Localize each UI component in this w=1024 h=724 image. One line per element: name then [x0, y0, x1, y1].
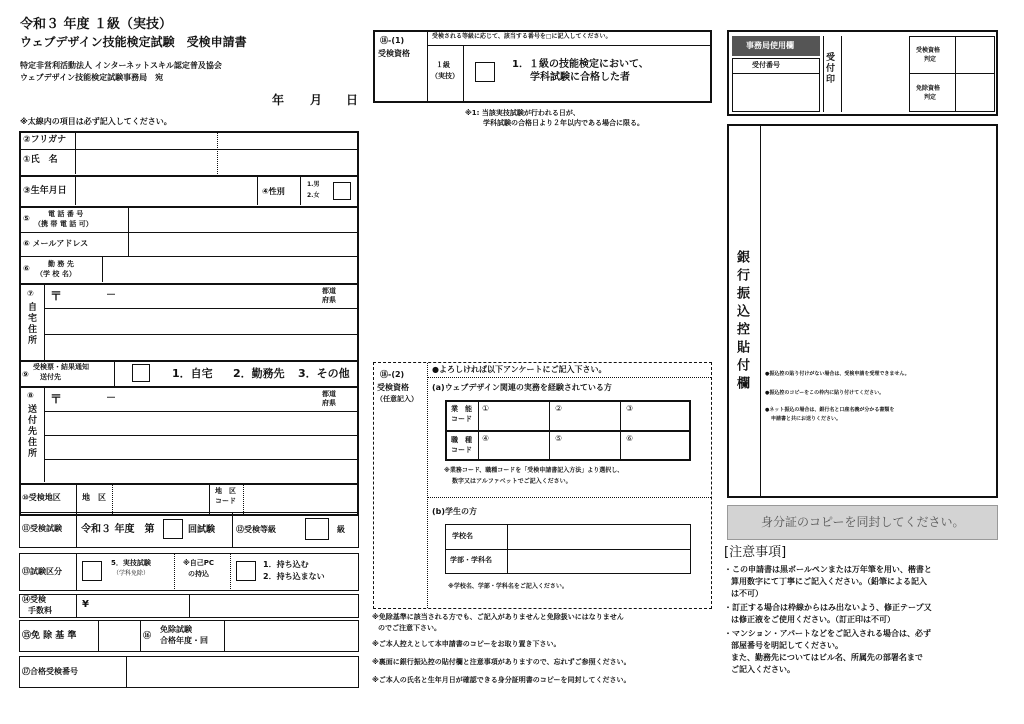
home-num: ⑦: [27, 289, 34, 298]
send-address-line3[interactable]: [45, 436, 358, 458]
office-title: 事務局使用欄: [746, 41, 794, 50]
send-address-label: 送付先住所: [26, 404, 36, 459]
section-a-title: (a)ウェブデザイン関連の実務を経験されている方: [432, 383, 612, 392]
qualification-checkbox[interactable]: [475, 62, 495, 82]
job-code-1[interactable]: ①: [482, 404, 490, 413]
note-exempt-2: のでご注意下さい。: [378, 624, 441, 632]
workplace-num: ⑥: [23, 264, 30, 273]
division-label: ⑬試験区分: [22, 567, 62, 576]
pc-option-bring: 1．持ち込む: [263, 560, 309, 569]
pass-number-label: ⑰合格受検番号: [22, 667, 78, 676]
send-postal-dash: －: [106, 393, 116, 404]
send-pref-1: 都道: [322, 390, 336, 398]
furigana-label: ②フリガナ: [23, 135, 67, 145]
email-label: ⑥ メールアドレス: [23, 239, 89, 248]
region-label: ⑩受検地区: [22, 493, 61, 502]
home-address-line3[interactable]: [45, 335, 358, 359]
division-option-1-sub: （学科免除）: [113, 570, 150, 577]
phone-sublabel: （携 帯 電 話 可）: [34, 220, 93, 228]
exam-round-text: 回試験: [188, 525, 216, 535]
exempt-base-input[interactable]: [99, 621, 139, 651]
bank-note-2: ●振込控のコピーをこの枠内に貼り付けてください。: [765, 390, 885, 396]
exam-level-unit: 級: [337, 525, 345, 534]
job-code-label-2: コード: [451, 415, 472, 423]
exempt-pass-input[interactable]: [225, 621, 358, 651]
region-area-label: 地 区: [82, 493, 106, 502]
region-code-label-1: 地 区: [215, 487, 236, 495]
org-office: ウェブデザイン技能検定試験事務局 宛: [20, 73, 164, 82]
workplace-label: 勤 務 先: [48, 260, 74, 268]
role-code-5[interactable]: ⑤: [555, 434, 563, 443]
fee-yen: ¥: [82, 599, 89, 610]
home-pref-1: 都道: [322, 287, 336, 295]
dept-input[interactable]: [508, 550, 690, 573]
school-input[interactable]: [508, 525, 690, 548]
form-title: ウェブデザイン技能検定試験 受検申請書: [20, 35, 247, 49]
qualification-num: ⑱-(1): [380, 36, 405, 45]
caution-2b: は修正液をご使用ください。（訂正印は不可）: [731, 615, 895, 624]
exempt-pass-label-2: 合格年度・回: [160, 636, 208, 645]
send-postal-mark: 〒: [50, 392, 63, 406]
division-option-1: 5．実技試験: [111, 559, 151, 567]
home-postal-dash: －: [106, 290, 116, 301]
exempt-pass-label-1: 免除試験: [160, 625, 192, 634]
send-address-line2[interactable]: [45, 412, 358, 434]
date-day-label: 日: [346, 93, 359, 107]
home-postal-mark: 〒: [50, 289, 63, 303]
role-code-6[interactable]: ⑥: [626, 434, 634, 443]
qualification-line2: 学科試験に合格した者: [530, 72, 630, 83]
job-code-2[interactable]: ②: [555, 404, 563, 413]
caution-1: ・この申請書は黒ボールペンまたは万年筆を用い、楷書と: [724, 565, 932, 574]
ticket-option-work: 2．勤務先: [233, 367, 285, 380]
note-copy: ※ご本人控えとして本申請書のコピーをお取り置き下さい。: [372, 640, 561, 648]
note-id: ※ご本人の氏名と生年月日が確認できる身分証明書のコピーを同封してください。: [372, 676, 631, 684]
furigana-input[interactable]: [76, 132, 358, 148]
qualification-level-sub: （実技）: [431, 72, 459, 80]
school-label: 学校名: [452, 532, 473, 540]
optional-num: ⑱-(2): [380, 370, 405, 379]
exam-level-label: ⑫受検等級: [236, 525, 276, 534]
exam-label: ⑪受検試験: [22, 524, 62, 533]
exempt-base-label: ⑮免 除 基 準: [22, 631, 77, 641]
caution-1b: 算用数字にて丁寧にご記入ください。（鉛筆による記入: [731, 577, 927, 586]
name-label: ①氏 名: [23, 155, 58, 165]
qualification-line1: 1．１級の技能検定において、: [512, 59, 649, 70]
section-b-note: ※学校名、学部・学科名をご記入ください。: [448, 583, 568, 590]
home-pref-2: 府県: [322, 296, 336, 304]
phone-input[interactable]: [129, 208, 358, 231]
region-area-input[interactable]: [113, 485, 208, 515]
optional-label-2: （任意記入）: [376, 395, 418, 403]
workplace-input[interactable]: [103, 257, 358, 281]
send-address-line1[interactable]: [45, 388, 358, 410]
bank-note-1: ●振込控の貼り付けがない場合は、受検申請を受理できません。: [765, 371, 910, 377]
caution-2: ・訂正する場合は枠線からはみ出ないよう、修正テープ又: [724, 603, 932, 612]
name-input[interactable]: [76, 150, 358, 174]
role-code-4[interactable]: ④: [482, 434, 490, 443]
judge-qual-label-1: 受検資格: [916, 47, 941, 54]
home-address-line2[interactable]: [45, 309, 358, 333]
job-code-3[interactable]: ③: [626, 404, 634, 413]
optional-label-1: 受検資格: [377, 383, 409, 392]
fee-input[interactable]: [95, 595, 188, 617]
pc-bring-checkbox[interactable]: [236, 561, 256, 581]
receipt-no-input[interactable]: [733, 74, 819, 111]
send-num: ⑧: [27, 391, 34, 400]
qualification-header: 受検される等級に応じて、該当する番号を□に記入してください。: [432, 33, 612, 40]
birthdate-input[interactable]: [76, 177, 256, 205]
gender-checkbox[interactable]: [333, 182, 351, 200]
caution-1c: は不可）: [731, 589, 763, 598]
send-pref-2: 府県: [322, 399, 336, 407]
ticket-option-home: 1．自宅: [172, 367, 213, 380]
date-year-label: 年: [272, 93, 285, 107]
division-pc-label-1: ※自己PC: [183, 559, 215, 567]
division-checkbox[interactable]: [82, 561, 102, 581]
home-address-line1[interactable]: [45, 285, 358, 307]
receipt-stamp-area: [842, 37, 908, 111]
gender-option-male: 1.男: [307, 181, 320, 188]
exam-round-box[interactable]: [163, 519, 183, 539]
exam-level-box[interactable]: [305, 518, 329, 540]
judge-exempt-label-2: 判定: [924, 94, 937, 101]
section-b-title: (b)学生の方: [432, 507, 478, 516]
gender-label: ④性別: [262, 187, 285, 196]
ticket-num: ⑨: [22, 370, 29, 379]
send-address-line4[interactable]: [45, 460, 358, 482]
pc-option-no-bring: 2．持ち込まない: [263, 572, 325, 581]
exempt-pass-num: ⑯: [143, 631, 151, 640]
birthdate-label: ③生年月日: [23, 186, 67, 196]
section-a-note-1: ※業務コード、職種コードを「受検申請書記入方法」より選択し、: [444, 467, 624, 474]
note-exempt: ※免除基準に該当される方でも、ご記入がありませんと免除扱いにはなりません: [372, 613, 624, 621]
date-month-label: 月: [310, 93, 323, 107]
bank-note-3: ●ネット振込の場合は、銀行名と口座名義が分かる書類を: [765, 407, 895, 413]
region-code-label-2: コード: [215, 497, 236, 505]
qualification-level: １級: [436, 61, 450, 69]
ticket-label-1: 受検票・結果通知: [33, 363, 89, 371]
form-title-year: 令和３ 年度 １級（実技）: [20, 17, 173, 32]
caution-3d: ご記入ください。: [731, 665, 795, 674]
ticket-label-2: 送付先: [40, 373, 61, 381]
qualification-note-2: 学科試験の合格日より２年以内である場合に限る。: [483, 119, 644, 127]
fee-label-1: ⑭受検: [22, 595, 46, 604]
section-a-note-2: 数字又はアルファベットでご記入ください。: [452, 478, 572, 485]
qualification-note-1: ※1: 当該実技試験が行われる日が、: [465, 109, 580, 117]
receipt-no-label: 受付番号: [752, 61, 780, 69]
job-code-label-1: 業 能: [451, 405, 472, 413]
id-copy-text: 身分証のコピーを同封してください。: [761, 515, 965, 529]
phone-label: 電 話 番 号: [48, 210, 84, 218]
home-address-label: 自宅住所: [26, 302, 36, 346]
region-code-input[interactable]: [244, 485, 358, 515]
fee-label-2: 手数料: [28, 606, 52, 615]
caution-3: ・マンション・アパートなどをご記入される場合は、必ず: [724, 629, 931, 638]
judge-exempt-label-1: 免除資格: [916, 85, 941, 92]
caution-3c: また、勤務先についてはビル名、所属先の部署名まで: [731, 653, 923, 662]
workplace-sublabel: （学 校 名）: [36, 270, 76, 278]
ticket-option-other: 3．その他: [298, 367, 350, 380]
required-note: ※太線内の項目は必ず記入してください。: [20, 117, 172, 126]
cautions-title: [注意事項]: [724, 545, 787, 560]
role-code-label-2: コード: [451, 446, 472, 454]
gender-option-female: 2.女: [307, 192, 320, 199]
receipt-stamp-label: 受付印: [824, 52, 834, 85]
bank-note-3b: 申請書と共にお送りください。: [771, 416, 842, 422]
role-code-label-1: 職 種: [451, 436, 472, 444]
org-name: 特定非営利活動法人 インターネットスキル認定普及協会: [20, 61, 222, 70]
dept-label: 学部・学科名: [450, 556, 492, 564]
qualification-label: 受検資格: [378, 49, 410, 58]
judge-qual-label-2: 判定: [924, 56, 937, 63]
division-pc-label-2: の持込: [188, 570, 209, 578]
caution-3b: 部屋番号を明記してください。: [731, 641, 843, 650]
phone-num: ⑤: [23, 214, 30, 223]
pass-number-input[interactable]: [127, 657, 358, 687]
bank-slip-area[interactable]: [761, 125, 997, 497]
email-input[interactable]: [129, 233, 358, 255]
ticket-destination-checkbox[interactable]: [132, 364, 150, 382]
bank-slip-label: 銀行振込控貼付欄: [734, 250, 749, 394]
optional-header: ●よろしければ以下アンケートにご記入下さい。: [432, 365, 607, 374]
note-back: ※裏面に銀行振込控の貼付欄と注意事項がありますので、忘れずご参照ください。: [372, 658, 631, 666]
exam-year-text: 令和３ 年度 第: [81, 524, 155, 535]
